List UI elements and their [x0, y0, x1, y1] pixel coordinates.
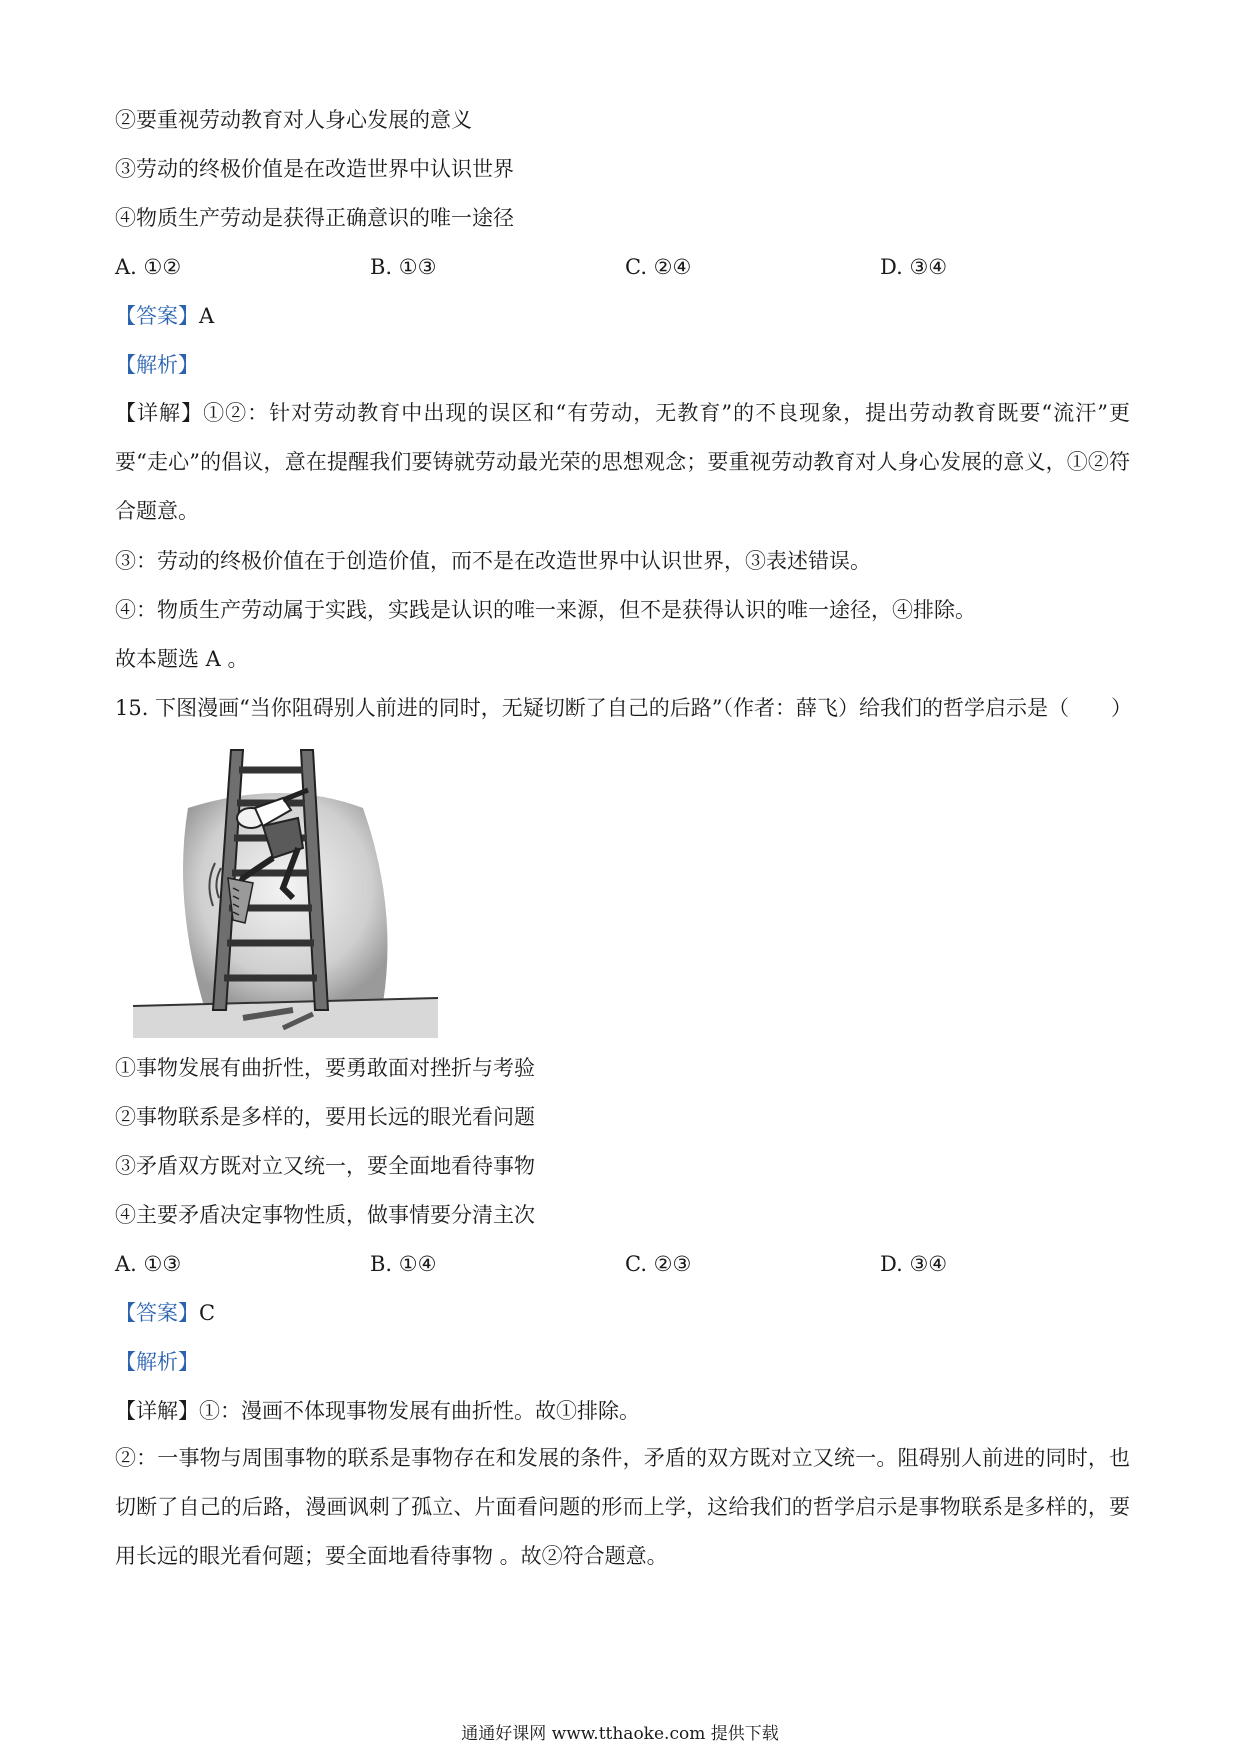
- answer-value: A: [199, 304, 215, 328]
- analysis-tag: 【解析】: [115, 1350, 199, 1374]
- q15-choices: [115, 1249, 1130, 1279]
- q15-answer-line: [115, 1298, 215, 1328]
- detail-text: ①②：针对劳动教育中出现的误区和“有劳动，无教育”的不良现象，提出劳动教育既要“流汗”更要“走心”的倡议，意在提醒我们要铸就劳动最光荣的思想观念；要重视劳动教育对人身心发展的意义，①②符合题意。: [115, 401, 1130, 523]
- q15-analysis-tag: [115, 1347, 199, 1377]
- q15-statement-4: ④主要矛盾决定事物性质，做事情要分清主次: [115, 1203, 535, 1227]
- q14-answer-line: [115, 301, 214, 331]
- q14-statement-2: ②要重视劳动教育对人身心发展的意义: [115, 108, 472, 132]
- detail-tag: 【详解】: [115, 1399, 199, 1423]
- detail-text: ①：漫画不体现事物发展有曲折性。故①排除。: [199, 1399, 640, 1423]
- q14-statement-4: ④物质生产劳动是获得正确意识的唯一途径: [115, 206, 514, 230]
- q15-choice-d: D. ③④: [880, 1252, 948, 1276]
- q15-statement-2: ②事物联系是多样的，要用长远的眼光看问题: [115, 1105, 535, 1129]
- q15-stem: 15. 下图漫画“当你阻碍别人前进的同时，无疑切断了自己的后路”（作者：薛飞）给我们的哲学启示是（ ）: [115, 696, 1133, 720]
- ladder-cartoon-icon: [133, 748, 438, 1038]
- q14-detail-p2: ③：劳动的终极价值在于创造价值，而不是在改造世界中认识世界，③表述错误。: [115, 549, 871, 573]
- q15-detail-p2: ②：一事物与周围事物的联系是事物存在和发展的条件，矛盾的双方既对立又统一。阻碍别人前进的同时，也切断了自己的后路，漫画讽刺了孤立、片面看问题的形而上学，这给我们的哲学启示是事物联系是多样的，要用长远的眼光看何题；要全面地看待事物 。故②符合题意。: [115, 1446, 1130, 1568]
- q15-statement-1: ①事物发展有曲折性，要勇敢面对挫折与考验: [115, 1056, 535, 1080]
- q14-analysis-tag: [115, 350, 199, 380]
- q14-conclusion: 故本题选 A 。: [115, 647, 249, 671]
- q14-choices: [115, 252, 1130, 282]
- q14-choice-a: A. ①②: [115, 255, 182, 279]
- q14-choice-b: B. ①③: [370, 255, 437, 279]
- q15-detail-p1: [115, 1396, 640, 1426]
- page-footer: 通通好课网 www.tthaoke.com 提供下载: [461, 1724, 779, 1744]
- answer-tag: 【答案】: [115, 304, 199, 328]
- q15-choice-a: A. ①③: [115, 1252, 182, 1276]
- answer-tag: 【答案】: [115, 1301, 199, 1325]
- q14-choice-d: D. ③④: [880, 255, 948, 279]
- answer-value: C: [199, 1301, 216, 1325]
- analysis-tag: 【解析】: [115, 353, 199, 377]
- q14-detail-p1: [115, 389, 1130, 536]
- q15-choice-b: B. ①④: [370, 1252, 437, 1276]
- q15-statement-3: ③矛盾双方既对立又统一，要全面地看待事物: [115, 1154, 535, 1178]
- q14-detail-p3: ④：物质生产劳动属于实践，实践是认识的唯一来源，但不是获得认识的唯一途径，④排除。: [115, 598, 976, 622]
- detail-tag: 【详解】: [115, 401, 204, 425]
- q14-statement-3: ③劳动的终极价值是在改造世界中认识世界: [115, 157, 514, 181]
- q15-choice-c: C. ②③: [625, 1252, 692, 1276]
- q14-choice-c: C. ②④: [625, 255, 692, 279]
